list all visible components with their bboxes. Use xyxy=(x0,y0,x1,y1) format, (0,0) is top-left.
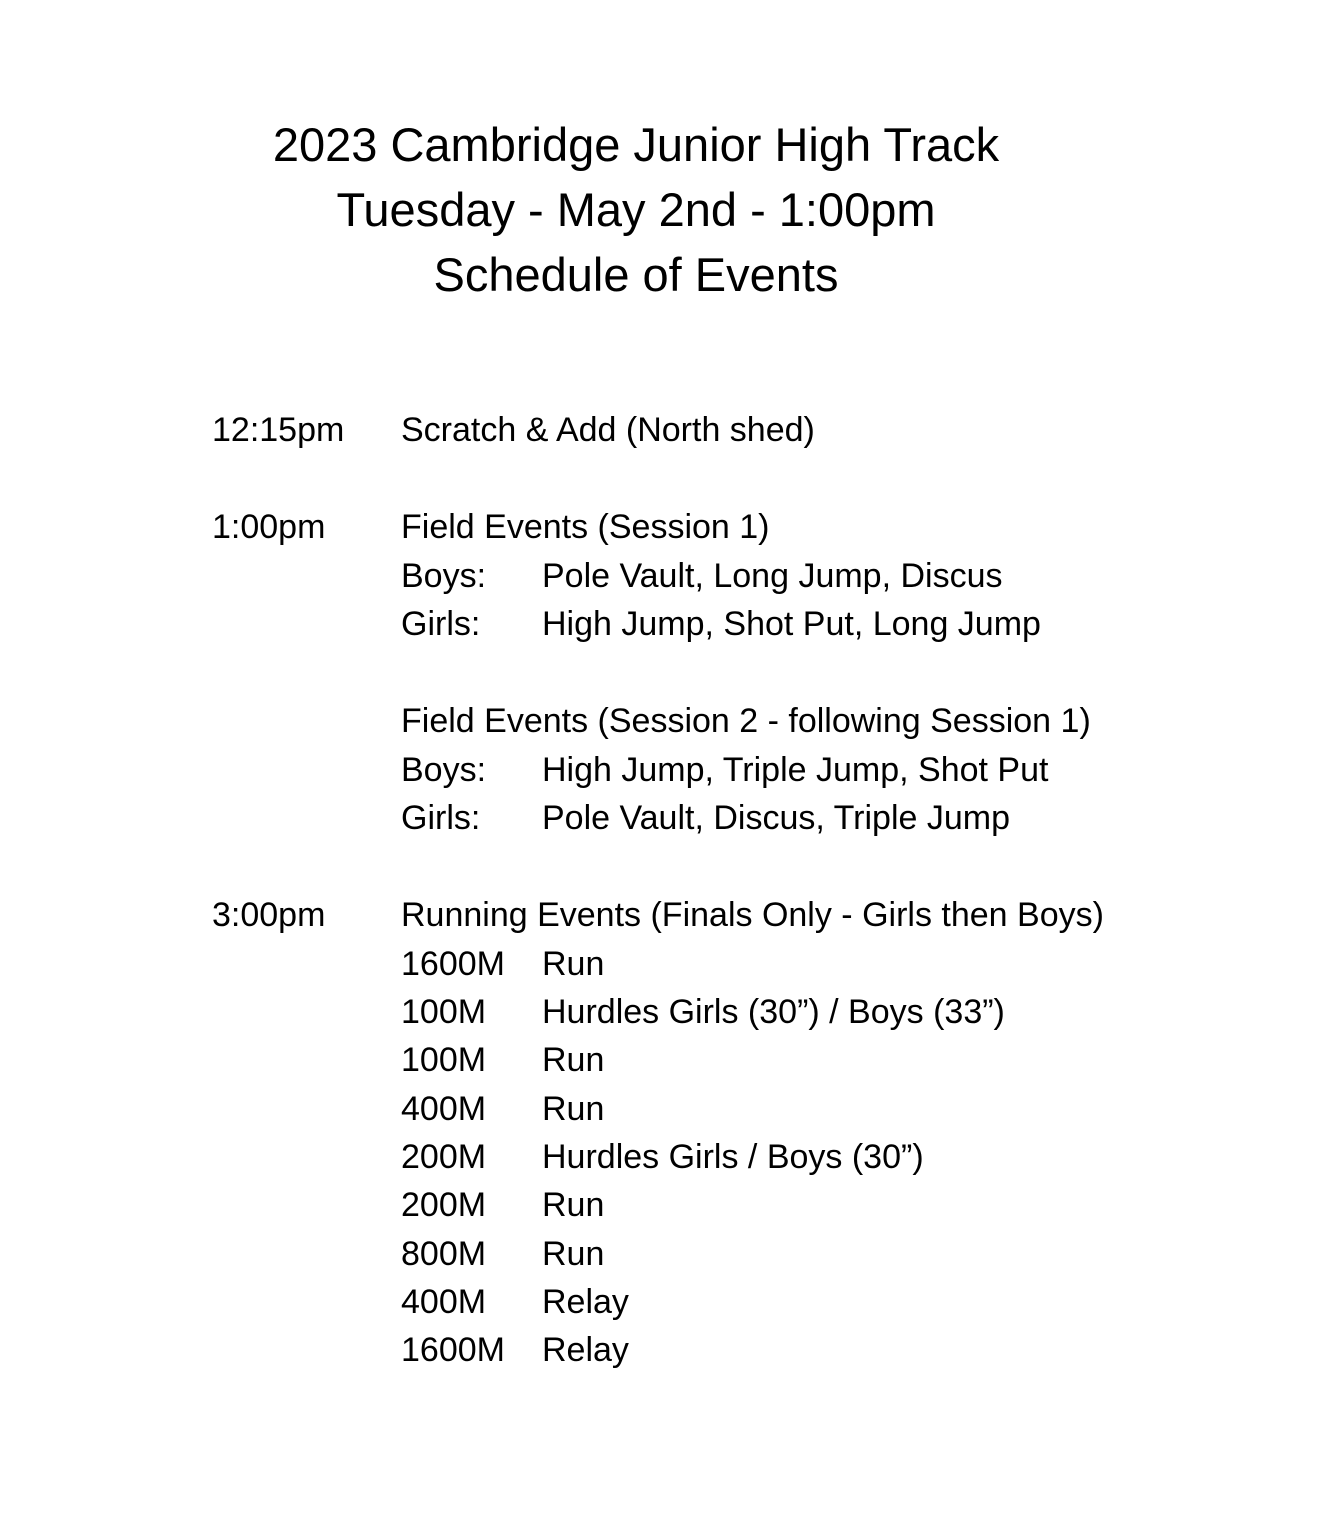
running-event-row xyxy=(212,988,1272,1037)
distance-label: 200M xyxy=(401,1186,487,1224)
schedule-row-scratch xyxy=(212,406,1272,455)
event-name: Run xyxy=(542,944,605,983)
gender-label: Boys: xyxy=(401,750,487,789)
event-name: Relay xyxy=(542,1283,629,1321)
running-event-row xyxy=(212,1230,1272,1279)
running-event-row xyxy=(212,1181,1272,1230)
title-line-meet-name: 2023 Cambridge Junior High Track xyxy=(272,118,1000,171)
section-heading: Field Events (Session 1) xyxy=(401,508,770,546)
distance-label: 200M xyxy=(401,1138,487,1176)
field-session2-boys-row xyxy=(212,746,1272,795)
running-event-row xyxy=(212,1133,1272,1182)
section-heading: Field Events (Session 2 - following Session 1) xyxy=(401,702,1091,740)
distance-label: 800M xyxy=(401,1234,487,1273)
time-label: 1:00pm xyxy=(212,508,326,546)
running-event-row xyxy=(212,940,1272,989)
distance-label: 100M xyxy=(401,993,487,1031)
running-event-row xyxy=(212,1036,1272,1085)
event-list: Pole Vault, Long Jump, Discus xyxy=(542,556,1003,595)
schedule-row-running-heading xyxy=(212,891,1272,940)
running-event-row xyxy=(212,1085,1272,1134)
running-event-row xyxy=(212,1278,1272,1327)
time-label: 3:00pm xyxy=(212,896,326,934)
event-list: High Jump, Shot Put, Long Jump xyxy=(542,605,1041,643)
event-list: Pole Vault, Discus, Triple Jump xyxy=(542,799,1010,837)
schedule-row-field-session2-heading xyxy=(212,697,1272,746)
title-line-schedule: Schedule of Events xyxy=(433,248,839,301)
document-title xyxy=(0,112,1272,307)
distance-label: 1600M xyxy=(401,1331,505,1369)
event-name: Run xyxy=(542,1089,605,1128)
schedule-row-field-session1-heading xyxy=(212,503,1272,552)
distance-label: 400M xyxy=(401,1283,487,1321)
distance-label: 1600M xyxy=(401,944,505,983)
running-event-row xyxy=(212,1326,1272,1375)
event-name: Run xyxy=(542,1186,605,1224)
event-name: Run xyxy=(542,1234,605,1273)
event-name: Hurdles Girls (30”) / Boys (33”) xyxy=(542,993,1005,1031)
time-label: 12:15pm xyxy=(212,411,345,449)
field-session2-girls-row xyxy=(212,794,1272,843)
title-line-date: Tuesday - May 2nd - 1:00pm xyxy=(336,183,936,236)
gender-label: Boys: xyxy=(401,556,487,595)
event-name: Relay xyxy=(542,1331,629,1369)
field-session1-girls-row xyxy=(212,600,1272,649)
event-name: Run xyxy=(542,1041,605,1079)
distance-label: 100M xyxy=(401,1041,487,1079)
distance-label: 400M xyxy=(401,1089,487,1128)
field-session1-boys-row xyxy=(212,552,1272,601)
event-name: Hurdles Girls / Boys (30”) xyxy=(542,1138,924,1176)
section-heading: Running Events (Finals Only - Girls then Boys) xyxy=(401,896,1104,934)
gender-label: Girls: xyxy=(401,799,481,837)
gender-label: Girls: xyxy=(401,605,481,643)
section-heading: Scratch & Add (North shed) xyxy=(401,411,815,449)
event-list: High Jump, Triple Jump, Shot Put xyxy=(542,750,1049,789)
